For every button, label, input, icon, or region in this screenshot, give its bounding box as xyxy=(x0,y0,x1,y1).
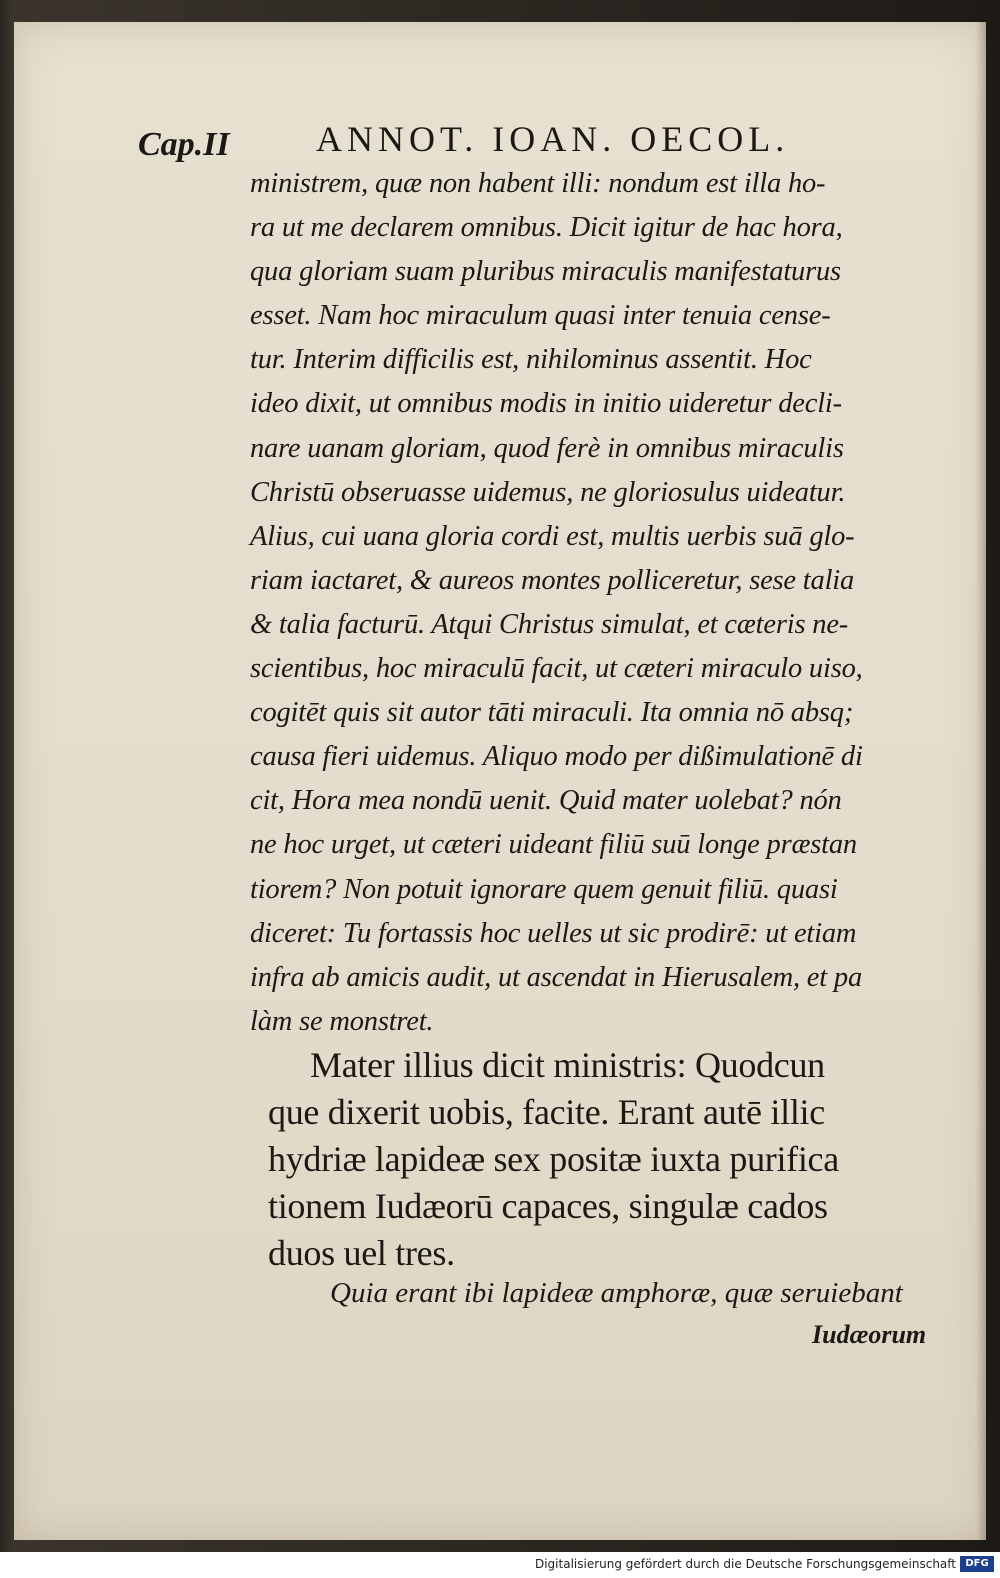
commentary-line: làm se monstret. xyxy=(250,1005,434,1037)
commentary-line: ideo dixit, ut omnibus modis in initio uideretur decli- xyxy=(250,388,842,420)
page-header xyxy=(14,118,986,168)
page-edge-shadow xyxy=(976,22,986,1540)
commentary-line: causa fieri uidemus. Aliquo modo per dißimulationē di xyxy=(250,741,863,773)
comment-start-line: Quia erant ibi lapideæ amphoræ, quæ seruiebant xyxy=(330,1277,903,1309)
scripture-line: Mater illius dicit ministris: Quodcun xyxy=(310,1045,825,1085)
scripture-line: duos uel tres. xyxy=(268,1233,455,1273)
commentary-line: Christū obseruasse uidemus, ne gloriosulus uideatur. xyxy=(250,476,846,508)
digitization-credit: Digitalisierung gefördert durch die Deutsche Forschungsgemeinschaft xyxy=(534,1557,956,1571)
commentary-line: ne hoc urget, ut cæteri uideant filiū suū longe præstan xyxy=(250,829,857,861)
running-title: ANNOT. IOAN. OECOL. xyxy=(316,119,790,159)
footer-bar xyxy=(0,1552,1000,1578)
commentary-line: riam iactaret, & aureos montes polliceretur, sese talia xyxy=(250,564,855,596)
commentary-line: qua gloriam suam pluribus miraculis manifestaturus xyxy=(250,256,841,288)
commentary-line: cogitēt quis sit autor tāti miraculi. Ita omnia nō absq; xyxy=(250,697,854,729)
commentary-line: tur. Interim difficilis est, nihilominus assentit. Hoc xyxy=(250,344,812,376)
commentary-line: esset. Nam hoc miraculum quasi inter tenuia cense- xyxy=(250,300,831,332)
commentary-line: tiorem? Non potuit ignorare quem genuit filiū. quasi xyxy=(250,873,838,905)
scripture-line: hydriæ lapideæ sex positæ iuxta purifica xyxy=(268,1139,839,1179)
commentary-line: infra ab amicis audit, ut ascendat in Hierusalem, et pa xyxy=(250,961,862,993)
commentary-line: nare uanam gloriam, quod ferè in omnibus miraculis xyxy=(250,432,844,464)
commentary-line: & talia facturū. Atqui Christus simulat, et cæteris ne- xyxy=(250,608,849,640)
commentary-line: cit, Hora mea nondū uenit. Quid mater uolebat? nón xyxy=(250,785,842,817)
scripture-line: que dixerit uobis, facite. Erant autē illic xyxy=(268,1092,825,1132)
catchword: Iudæorum xyxy=(812,1320,927,1349)
commentary-line: Alius, cui uana gloria cordi est, multis uerbis suā glo- xyxy=(250,520,855,552)
chapter-label: Cap.II xyxy=(138,126,230,163)
commentary-line: ra ut me declarem omnibus. Dicit igitur de hac hora, xyxy=(250,212,843,244)
scripture-line: tionem Iudæorū capaces, singulæ cados xyxy=(268,1186,828,1226)
commentary-line: diceret: Tu fortassis hoc uelles ut sic prodirē: ut etiam xyxy=(250,917,857,949)
commentary-block xyxy=(250,162,940,1044)
commentary-line: ministrem, quæ non habent illi: nondum est illa ho- xyxy=(250,168,826,199)
scripture-block xyxy=(268,1042,958,1277)
book-page xyxy=(14,22,986,1540)
commentary-line: scientibus, hoc miraculū facit, ut cæteri miraculo uiso, xyxy=(250,653,863,685)
dfg-logo-icon: DFG xyxy=(960,1556,994,1572)
